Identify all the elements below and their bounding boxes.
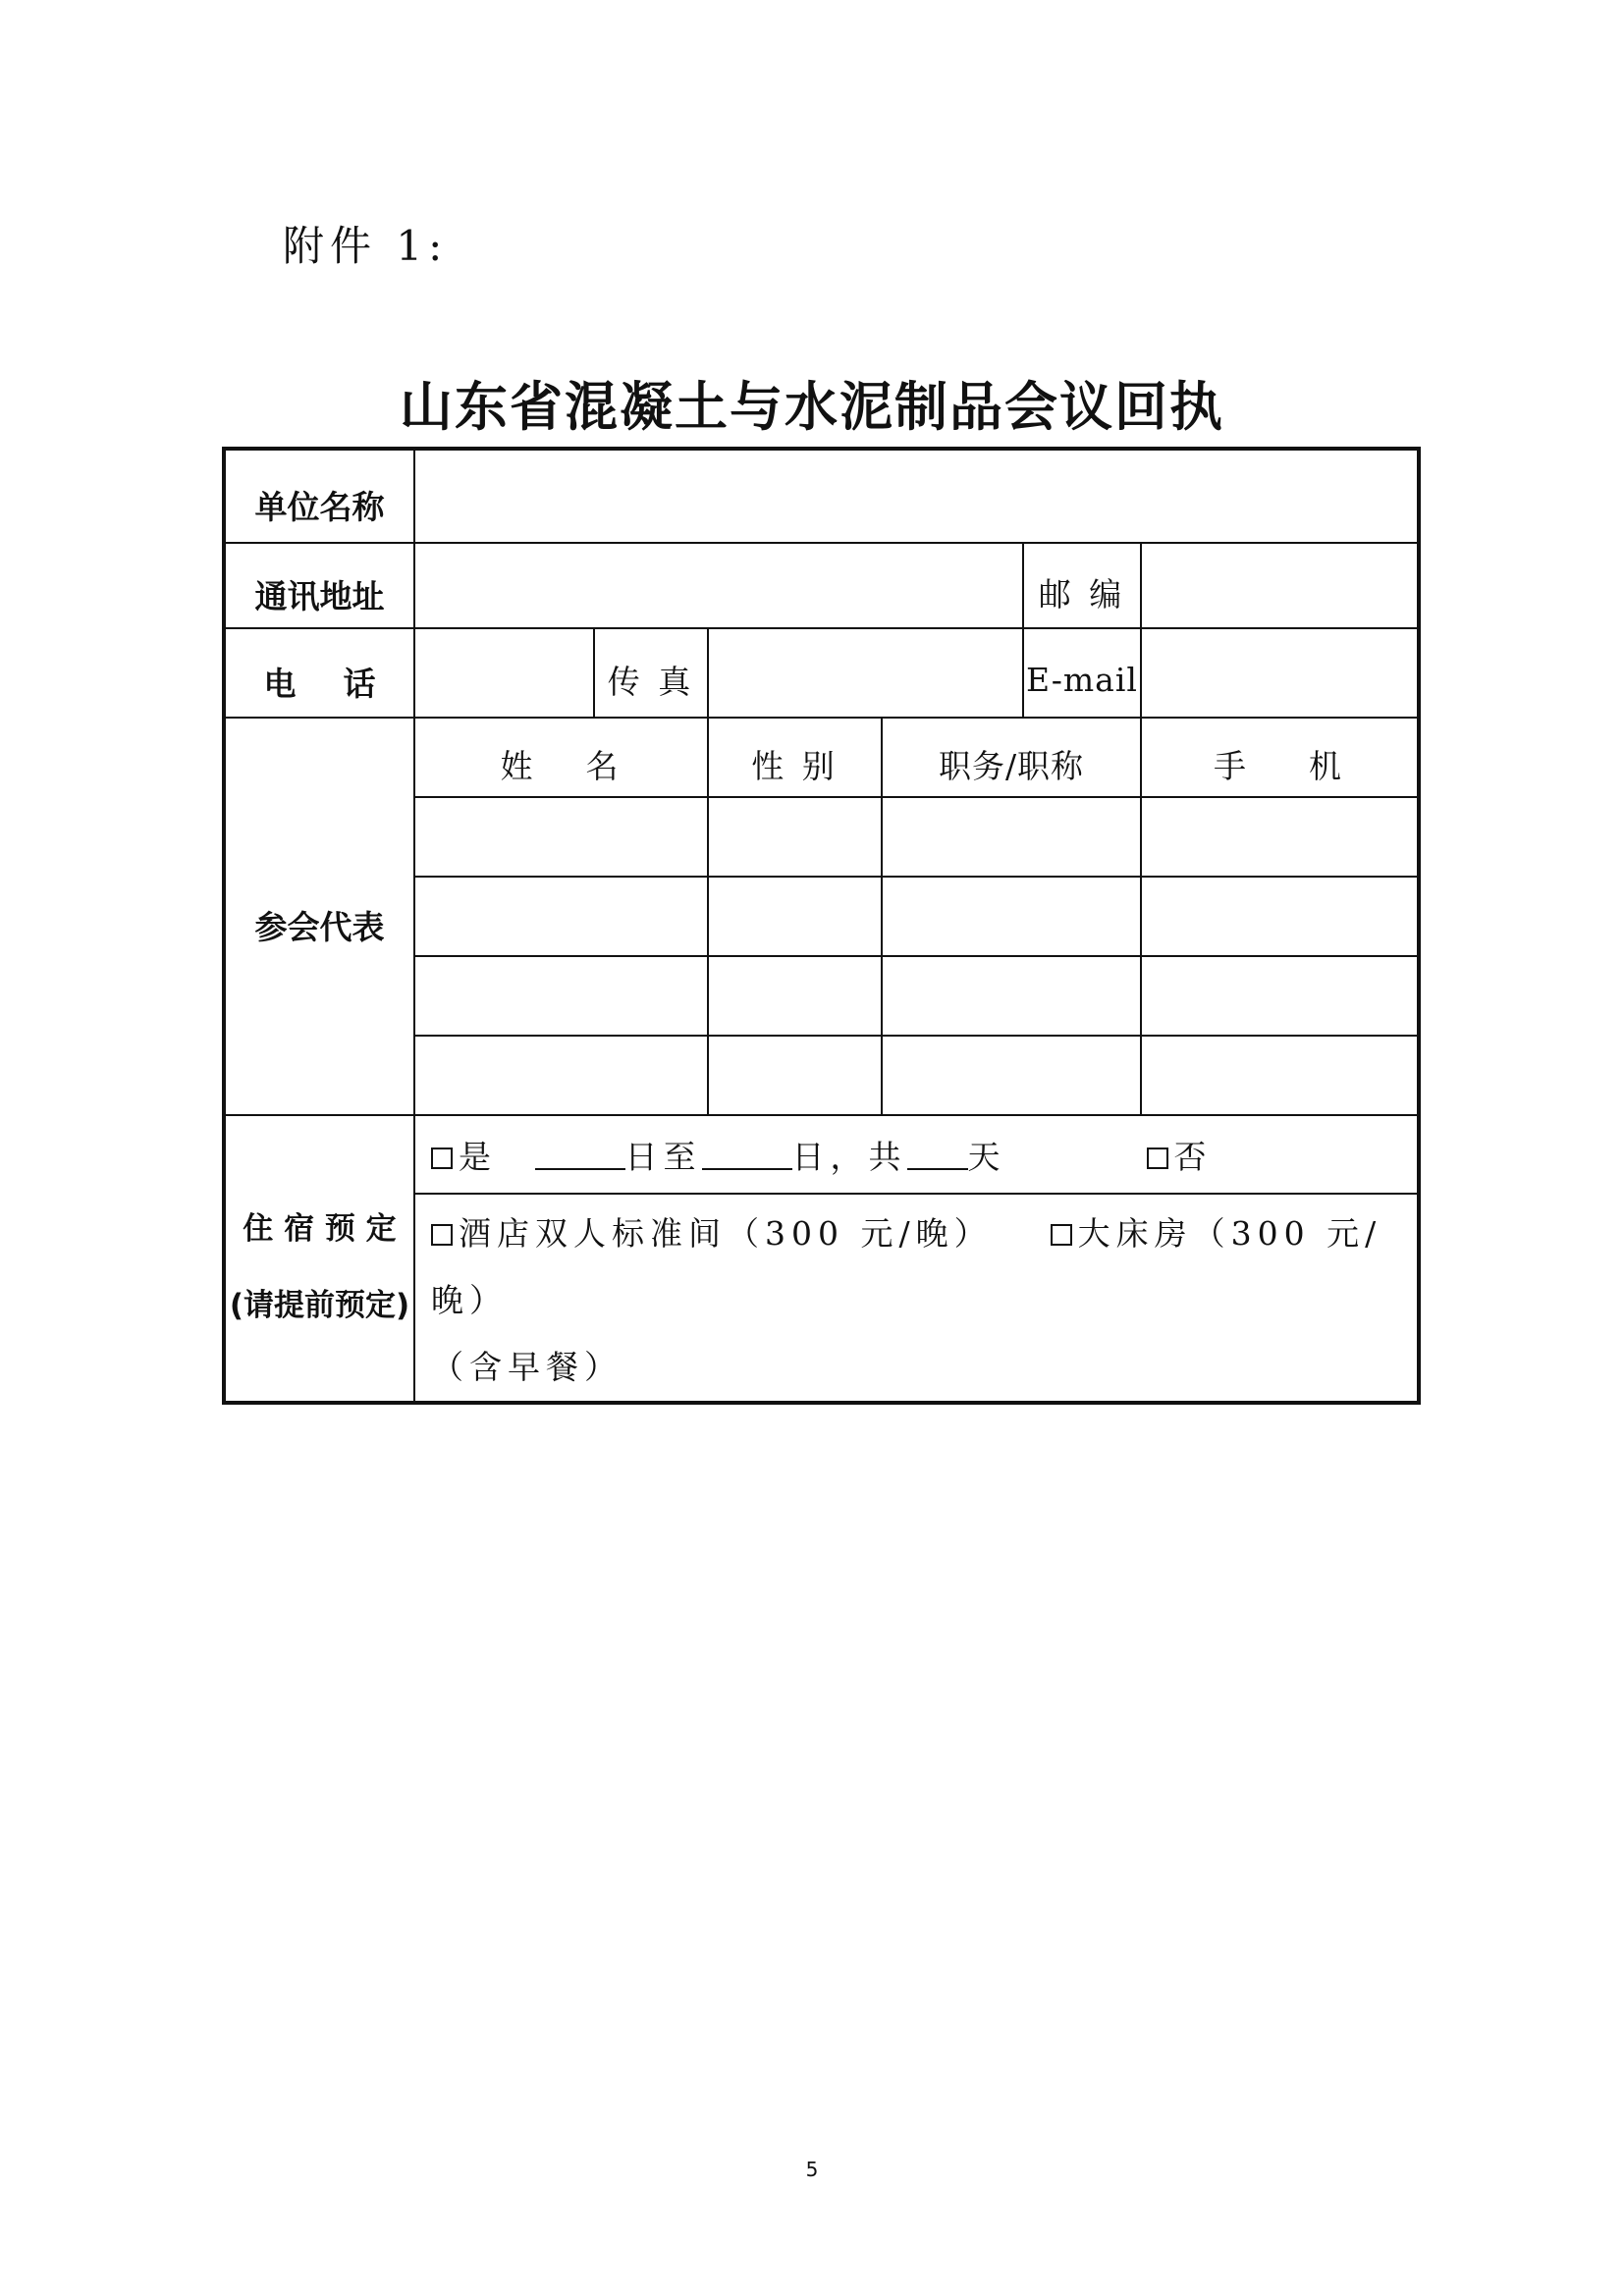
label-phone-char-2: 话 — [343, 665, 376, 703]
start-day-blank[interactable] — [535, 1139, 625, 1170]
no-label: 否 — [1173, 1137, 1213, 1176]
delegate-mobile-cell[interactable] — [1141, 877, 1419, 956]
label-lodging-line-2: (请提前预定) — [229, 1288, 410, 1323]
delegate-mobile-cell[interactable] — [1141, 797, 1419, 877]
delegate-name-cell[interactable] — [414, 877, 708, 956]
twin-room-label: 酒店双人标准间（300 元/晚） — [459, 1214, 993, 1253]
label-fax: 传 真 — [594, 628, 708, 718]
label-phone — [224, 628, 414, 718]
col-header-mobile-char-2: 机 — [1309, 747, 1345, 785]
delegate-gender-cell[interactable] — [708, 797, 882, 877]
label-lodging-line-1: 住 宿 预 定 — [243, 1211, 397, 1247]
room-options-line — [431, 1201, 1417, 1334]
label-email: E-mail — [1023, 628, 1141, 718]
no-checkbox[interactable] — [1147, 1148, 1168, 1169]
form-title: 山东省混凝土与水泥制品会议回执 — [400, 375, 1224, 438]
delegate-name-cell[interactable] — [414, 1036, 708, 1115]
col-header-position: 职务/职称 — [882, 718, 1141, 797]
delegate-position-cell[interactable] — [882, 956, 1141, 1036]
col-header-mobile-char-1: 手 — [1214, 747, 1250, 785]
total-days-blank[interactable] — [907, 1139, 968, 1170]
yes-checkbox[interactable] — [431, 1148, 453, 1169]
delegate-gender-cell[interactable] — [708, 877, 882, 956]
field-phone[interactable] — [414, 628, 594, 718]
delegate-gender-cell[interactable] — [708, 1036, 882, 1115]
day-to-label: 日，共 — [791, 1137, 907, 1176]
page-number: 5 — [805, 2158, 819, 2181]
label-delegates: 参会代表 — [224, 718, 414, 1115]
delegate-name-cell[interactable] — [414, 797, 708, 877]
col-header-name-char-1: 姓 — [500, 747, 537, 785]
twin-room-checkbox[interactable] — [431, 1224, 453, 1246]
field-email[interactable] — [1141, 628, 1419, 718]
delegate-position-cell[interactable] — [882, 797, 1141, 877]
receipt-form-table — [222, 447, 1421, 1405]
col-header-gender: 性 别 — [708, 718, 882, 797]
field-address[interactable] — [414, 543, 1023, 628]
col-header-name — [414, 718, 708, 797]
delegate-position-cell[interactable] — [882, 1036, 1141, 1115]
delegate-mobile-cell[interactable] — [1141, 1036, 1419, 1115]
delegate-position-cell[interactable] — [882, 877, 1141, 956]
yes-label: 是 — [459, 1137, 497, 1176]
day-from-label: 日至 — [624, 1137, 702, 1176]
king-room-checkbox[interactable] — [1051, 1224, 1072, 1246]
attachment-label: 附件 1: — [283, 222, 449, 270]
field-unit-name[interactable] — [414, 449, 1419, 543]
label-postcode: 邮 编 — [1023, 543, 1141, 628]
lodging-dates-row — [414, 1115, 1419, 1194]
label-lodging — [224, 1115, 414, 1403]
delegate-name-cell[interactable] — [414, 956, 708, 1036]
label-unit-name: 单位名称 — [224, 449, 414, 543]
delegate-mobile-cell[interactable] — [1141, 956, 1419, 1036]
delegate-gender-cell[interactable] — [708, 956, 882, 1036]
breakfast-note: （含早餐） — [431, 1348, 623, 1386]
king-room-label: 大床房（300 元/晚） — [431, 1214, 1382, 1319]
label-address: 通讯地址 — [224, 543, 414, 628]
col-header-name-char-2: 名 — [585, 747, 623, 785]
field-postcode[interactable] — [1141, 543, 1419, 628]
room-options — [414, 1194, 1419, 1403]
days-label: 天 — [967, 1137, 1006, 1176]
label-phone-char-1: 电 — [263, 665, 297, 703]
col-header-mobile — [1141, 718, 1419, 797]
field-fax[interactable] — [708, 628, 1023, 718]
end-day-blank[interactable] — [702, 1139, 792, 1170]
